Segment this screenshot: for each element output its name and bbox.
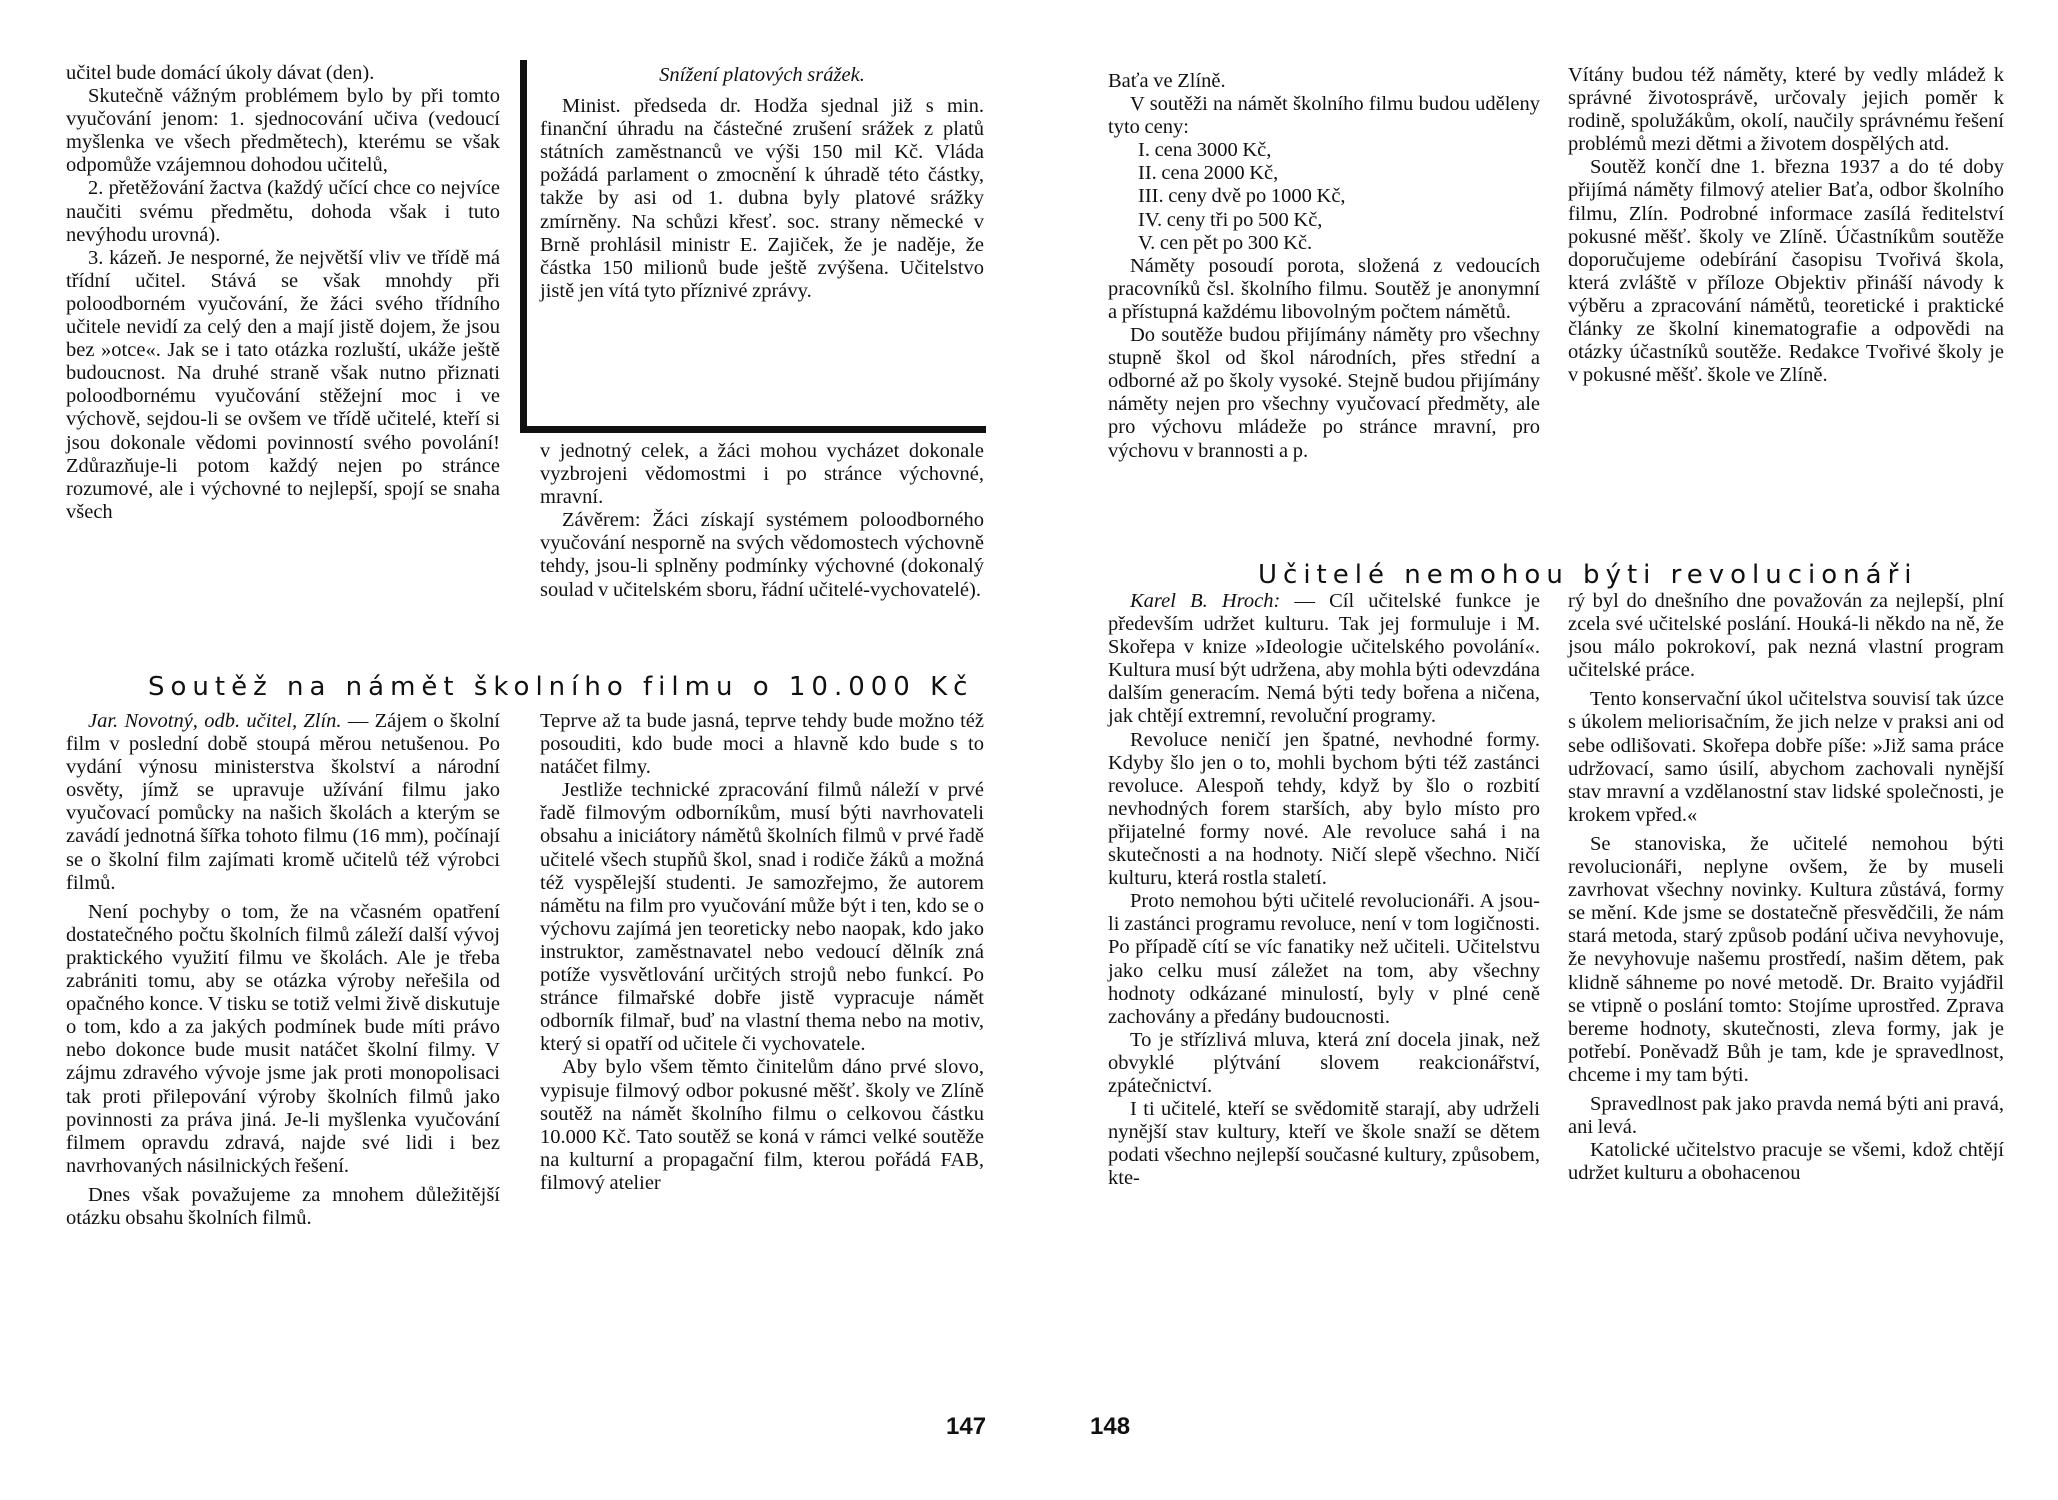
box-title: Snížení platových srážek. xyxy=(659,64,865,86)
teachers-headline: Učitelé nemohou býti revolucionáři xyxy=(1258,560,1918,590)
paragraph: Jestliže technické zpracování filmů náleží v prvé řadě filmovým odborníkům, musí býti navrhovateli obsahu a iniciátory námětů školních filmů v prvé řadě učitelé všech stupňů škol, snad i rodiče žáků a možná též vyspělejší studenti. Je samozřejmo, že autorem námětu na film pro vyučování může být i ten, kdo se o výchovu zajímá jen teoreticky nebo naopak, kdo jako instruktor, zaměstnavatel nebo vedoucí dělník zná potíže vysvětlování určitých strojů nebo funkcí. Po stránce filmařské dobře jistě vypracuje námět odborník filmař, buď na vlastní thema nebo na motiv, který si opatří od učitele či vychovatele. xyxy=(540,779,984,1056)
paragraph: Teprve až ta bude jasná, teprve tehdy bude možno též posouditi, kdo bude moci a hlavně kdo bude s to natáčet filmy. xyxy=(540,710,984,779)
paragraph: Náměty posoudí porota, složená z vedoucích pracovníků čsl. školního filmu. Soutěž je anonymní a přístupná každému libovolným počtem námětů. xyxy=(1108,254,1540,323)
paragraph: rý byl do dnešního dne považován za nejlepší, plní zcela své učitelské poslání. Houká-li někdo na ně, že jsou málo pokrokoví, pak nezná vlastní program učitelské práce. xyxy=(1568,590,2004,682)
right-column-c-top xyxy=(1108,70,1540,463)
film-contest-headline: Soutěž na námět školního filmu o 10.000 Kč xyxy=(148,672,974,702)
salary-news-box xyxy=(540,64,984,303)
prize-item: V. cen pět po 300 Kč. xyxy=(1138,231,1313,254)
prize-item: I. cena 3000 Kč, xyxy=(1138,139,1272,162)
paragraph xyxy=(1108,590,1540,729)
paragraph: Spravedlnost pak jako pravda nemá býti ani pravá, ani levá. xyxy=(1568,1092,2004,1139)
paragraph: Katolické učitelstvo pracuje se všemi, kdož chtějí udržet kulturu a obohacenou xyxy=(1568,1139,2004,1185)
paragraph-text: — Cíl učitelské funkce je především udržet kulturu. Tak jej formuluje i M. Skořepa v knize »Ideologie učitelského povolání«. Kultura musí být udržena, aby mohla býti odevzdána dalším generacím. Nemá býti tedy bořena a ničena, jak chtějí extremní, revoluční programy. xyxy=(1108,590,1540,728)
prize-item: IV. ceny tři po 500 Kč, xyxy=(1138,208,1323,231)
author-byline: Karel B. Hroch: xyxy=(1130,590,1281,612)
left-column-a-bottom xyxy=(66,710,500,1230)
paragraph: Se stanoviska, že učitelé nemohou býti revolucionáři, neplyne ovšem, že by museli zavrhovat všechny novinky. Kultura zůstává, formy se mění. Kde jsme se dostatečně přesvědčili, že nám stará metoda, starý způsob podání učiva nevyhovuje, že nevyhovuje našemu prostředí, našim dětem, pak klidně sáhneme po nové metodě. Dr. Braito vyjádřil se vtipně o poslání tomto: Stojíme uprostřed. Zprava bereme hodnoty, skutečnosti, zleva formy, jak je potřebí. Poněvadž Bůh je tam, kde je spravedlnost, chceme i my tam býti. xyxy=(1568,832,2004,1086)
left-column-b-mid xyxy=(540,440,984,602)
paragraph-text: — Zájem o školní film v poslední době stoupá měrou netušenou. Po vydání výnosu ministerstva školství a národní osvěty, jímž se upravuje užívání filmu jako vyučovací pomůcky na našich školách a kterým se zavádí jednotná šířka tohoto filmu (16 mm), počínají se o školní film zajímati kromě učitelů též výrobci filmů. xyxy=(66,710,500,894)
right-column-c-bottom xyxy=(1108,590,1540,1190)
prize-item: III. ceny dvě po 1000 Kč, xyxy=(1138,185,1346,208)
paragraph: 3. kázeň. Je nesporné, že největší vliv ve třídě má třídní učitel. Stává se však mnohdy při poloodborném vyučování, že žáci svého třídního učitele nevidí za celý den a mají jistě dojem, že jsou bez »otce«. Jak se i tato otázka rozluští, ukáže ještě budoucnost. Na druhé straně však nutno přiznati poloodbornému vyučování stěžejní moc i ve výchově, sejdou-li se ovšem ve třídě učitelé, kteří si jsou dokonale vědomi povinností svého povolání! Zdůrazňuje-li potom každý nejen po stránce rozumové, ale i výchovné to nejlepší, spojí se snaha všech xyxy=(66,246,500,523)
right-column-d-top xyxy=(1568,64,2004,387)
paragraph xyxy=(66,710,500,895)
box-text: Minist. předseda dr. Hodža sjednal již s min. finanční úhradu na částečné zrušení srážek z platů státních zaměstnanců ve výši 150 mil Kč. Vláda požádá parlament o zmocnění k úhradě této částky, takže by asi od 1. dubna byly platové srážky zmírněny. Na schůzi křesť. soc. strany německé v Brně prohlásil ministr E. Zajiček, že je naděje, že částka 150 milionů bude ještě zvýšena. Učitelstvo jistě jen vítá tyto příznivé zprávy. xyxy=(540,95,984,302)
left-column-b-bottom xyxy=(540,710,984,1195)
prize-list xyxy=(1138,139,1540,254)
left-column-a-top xyxy=(66,62,500,524)
paragraph: Není pochyby o tom, že na včasném opatření dostatečného počtu školních filmů záleží další vývoj praktického využití filmu ve školách. Ale je třeba zabrániti tomu, aby se otázka výroby neřešila od opačného konce. V tisku se totiž velmi živě diskutuje o tom, kdo a za jakých podmínek bude míti právo nebo dokonce bude musit natáčet školní filmy. V zájmu zdravého vývoje jsme jak proti monopolisaci tak proti přilepování výroby školních filmů jako povinnosti za práva jiná. Je-li myšlenka vyučování filmem opravdu zdravá, najde své lidi i bez navrhovaných násilnických řešení. xyxy=(66,900,500,1177)
prize-item: II. cena 2000 Kč, xyxy=(1138,162,1279,185)
right-column-d-bottom xyxy=(1568,590,2004,1185)
paragraph: v jednotný celek, a žáci mohou vycházet dokonale vyzbrojeni vědomostmi i po stránce výchovné, mravní. xyxy=(540,440,984,509)
paragraph: Soutěž končí dne 1. března 1937 a do té doby přijímá náměty filmový atelier Baťa, odbor školního filmu, Zlín. Podrobné informace zasílá ředitelství pokusné měšť. školy ve Zlíně. Účastníkům soutěže doporučujeme odebírání časopisu Tvořivá škola, která zvláště v příloze Objektiv přináší návody k výběru a zpracování námětů, teoretické i praktické články ze školní kinematografie a odpovědi na otázky účastníků soutěže. Redakce Tvořivé školy je v pokusné měšť. škole ve Zlíně. xyxy=(1568,156,2004,387)
paragraph: Skutečně vážným problémem bylo by při tomto vyučování jenom: 1. sjednocování učiva (vedoucí myšlenka ve všech předmětech), kterému se však odpomůže vzájemnou dohodou učitelů, xyxy=(66,85,500,177)
paragraph: To je střízlivá mluva, která zní docela jinak, než obvyklé plýtvání slovem reakcionářství, zpátečnictví. xyxy=(1108,1028,1540,1097)
paragraph: V soutěži na námět školního filmu budou uděleny tyto ceny: xyxy=(1108,93,1540,139)
paragraph: Tento konservační úkol učitelstva souvisí tak úzce s úkolem meliorisačním, že jich nelze v praksi ani od sebe odlišovati. Skořepa dobře píše: »Již sama práce udržovací, samo úsilí, abychom zachovali nynější stav mravní a vzdělanostní stav lidské společnosti, je krokem vpřed.« xyxy=(1568,688,2004,826)
paragraph: Závěrem: Žáci získají systémem poloodborného vyučování nesporně na svých vědomostech výchovně tehdy, jsou-li splněny podmínky výchovné (dokonalý soulad v učitelském sboru, řádní učitelé-vychovatelé). xyxy=(540,509,984,601)
box-horizontal-rule xyxy=(520,426,986,433)
paragraph: Proto nemohou býti učitelé revolucionáři. A jsou-li zastánci programu revoluce, není v tom logičnosti. Po případě cítí se víc fanatiky než učiteli. Učitelstvu jako celku musí záležet na tom, aby všechny hodnoty odkázané minulostí, byly v plné ceně zachovány a předány budoucnosti. xyxy=(1108,890,1540,1028)
paragraph: Revoluce neničí jen špatné, nevhodné formy. Kdyby šlo jen o to, mohli bychom býti též zastánci revoluce. Alespoň tehdy, když by šlo o rozbití nevhodných forem starších, aby bylo místo pro přijatelné formy nové. Ale revoluce sahá i na skutečnosti a na hodnoty. Ničí slepě všechno. Ničí kulturu, která rostla staletí. xyxy=(1108,728,1540,890)
box-vertical-rule xyxy=(520,60,527,432)
paragraph: Dnes však považujeme za mnohem důležitější otázku obsahu školních filmů. xyxy=(66,1183,500,1229)
paragraph: Do soutěže budou přijímány náměty pro všechny stupně škol od škol národních, přes střední a odborné až po školy vysoké. Stejně budou přijímány náměty nejen pro všechny vyučovací předměty, ale pro výchovu mládeže po stránce mravní, pro výchovu v brannosti a p. xyxy=(1108,324,1540,462)
paragraph: 2. přetěžování žactva (každý učící chce co nejvíce naučiti svému předmětu, dohoda však i tuto nevýhodu urovná). xyxy=(66,177,500,246)
paragraph: učitel bude domácí úkoly dávat (den). xyxy=(66,62,375,84)
paragraph: I ti učitelé, kteří se svědomitě starají, aby udrželi nynější stav kultury, kteří ve škole snaží se dětem podati všechno nejlepší současné kultury, způsobem, kte- xyxy=(1108,1098,1540,1190)
paragraph: Baťa ve Zlíně. xyxy=(1108,70,1226,92)
page-number-left: 147 xyxy=(946,1413,987,1440)
page-number-right: 148 xyxy=(1090,1413,1131,1440)
paragraph: Vítány budou též náměty, které by vedly mládež k správné životosprávě, určovaly jejich poměr k rodině, spolužákům, okolí, naučily správnému řešení problémů mezi dětmi a životem dospělých atd. xyxy=(1568,64,2004,156)
author-byline: Jar. Novotný, odb. učitel, Zlín. xyxy=(88,710,342,732)
paragraph: Aby bylo všem těmto činitelům dáno prvé slovo, vypisuje filmový odbor pokusné měšť. školy ve Zlíně soutěž na námět školního filmu o celkovou částku 10.000 Kč. Tato soutěž se koná v rámci velké soutěže na kulturní a propagační film, kterou pořádá FAB, filmový atelier xyxy=(540,1056,984,1194)
